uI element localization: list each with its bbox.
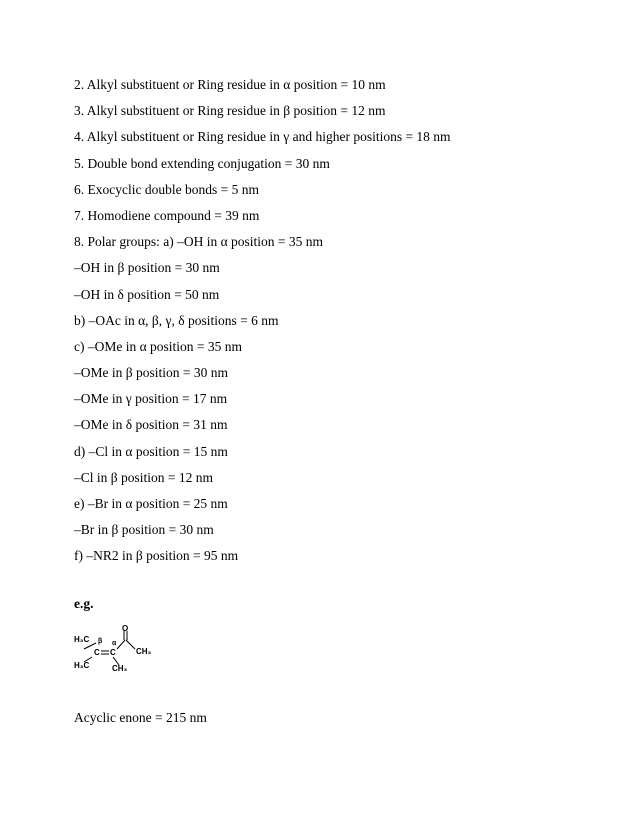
rule-line: 2. Alkyl substituent or Ring residue in α position = 10 nm [74, 77, 386, 92]
rule-line: 6. Exocyclic double bonds = 5 nm [74, 181, 259, 197]
bond-line [126, 640, 135, 649]
rule-line: –OMe in δ position = 31 nm [74, 417, 228, 433]
ch3-right-label: CH₃ [136, 647, 152, 656]
oxygen-label: O [122, 624, 129, 633]
rule-line: –OMe in γ position = 17 nm [74, 391, 228, 407]
rule-line: d) –Cl in α position = 15 nm [74, 443, 228, 459]
rule-line: e) –Br in α position = 25 nm [74, 496, 228, 511]
h3c-bottom-label: H₃C [74, 661, 90, 670]
ch3-bottom-label: CH₃ [112, 664, 128, 673]
carbon-left-label: C [94, 648, 100, 657]
rule-line: f) –NR2 in β position = 95 nm [74, 548, 239, 564]
acyclic-enone-result: Acyclic enone = 215 nm [74, 710, 207, 725]
rule-line: –OH in β position = 30 nm [74, 260, 220, 276]
beta-label: β [98, 638, 103, 645]
rule-line: c) –OMe in α position = 35 nm [74, 338, 243, 354]
enone-structure-diagram [72, 622, 164, 678]
rule-line: 7. Homodiene compound = 39 nm [74, 207, 260, 223]
h3c-top-label: H₃C [74, 635, 90, 644]
rule-line: 4. Alkyl substituent or Ring residue in γ and higher positions = 18 nm [74, 129, 451, 145]
rule-line: –Br in β position = 30 nm [74, 522, 214, 538]
woodward-rules-list [74, 72, 451, 570]
alpha-label: α [112, 640, 117, 647]
bond-line [117, 640, 125, 649]
rule-line: 3. Alkyl substituent or Ring residue in β position = 12 nm [74, 103, 386, 119]
rule-line: b) –OAc in α, β, γ, δ positions = 6 nm [74, 312, 279, 328]
rule-line: –Cl in β position = 12 nm [74, 469, 213, 485]
rule-line: 8. Polar groups: a) –OH in α position = 35 nm [74, 234, 324, 250]
example-heading: e.g. [74, 596, 94, 611]
rule-line: –OMe in β position = 30 nm [74, 365, 228, 381]
rule-line: –OH in δ position = 50 nm [74, 286, 220, 302]
rule-line: 5. Double bond extending conjugation = 30 nm [74, 155, 330, 171]
carbon-right-label: C [110, 648, 116, 657]
